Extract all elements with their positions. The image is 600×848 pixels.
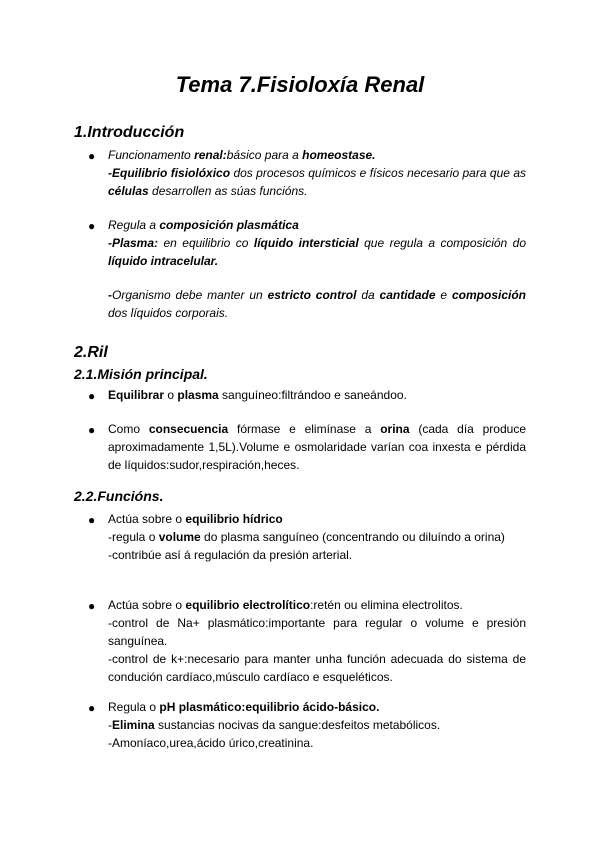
bullet-marker: ● — [88, 219, 96, 233]
paragraph-line: Actúa sobre o equilibrio electrolítico:retén ou elimina electrolitos. — [108, 598, 463, 612]
paragraph-line: -Plasma: en equilibrio co líquido intersticial que regula a composición do líquido intracelular. — [108, 236, 526, 268]
intro-bullet-1 — [108, 146, 526, 200]
bullet-marker: ● — [88, 389, 96, 403]
intro-bullet-2 — [108, 216, 526, 270]
paragraph-line: -contribúe así á regulación da presión arterial. — [108, 548, 353, 562]
funcions-bullet-1 — [108, 510, 526, 564]
bullet-marker: ● — [88, 599, 96, 613]
subsection-heading-funcions: 2.2.Funcións. — [74, 488, 164, 504]
paragraph-line: Actúa sobre o equilibrio hídrico — [108, 512, 283, 526]
section-heading-introduccion: 1.Introducción — [74, 124, 185, 141]
paragraph-line: Funcionamento renal:básico para a homeostase. — [108, 148, 376, 162]
paragraph-line: -Organismo debe manter un estricto control da cantidade e composición dos líquidos corporais. — [108, 288, 526, 320]
bullet-marker: ● — [88, 423, 96, 437]
mision-bullet-1 — [108, 386, 526, 404]
bullet-marker: ● — [88, 701, 96, 715]
subsection-heading-mision: 2.1.Misión principal. — [74, 366, 208, 382]
paragraph-line: -control de Na+ plasmático:importante para regular o volume e presión sanguínea. — [108, 616, 526, 648]
paragraph-line: -regula o volume do plasma sanguíneo (concentrando ou diluíndo a orina) — [108, 530, 505, 544]
funcions-bullet-3 — [108, 698, 526, 752]
funcions-bullet-2 — [108, 596, 526, 686]
bullet-marker: ● — [88, 149, 96, 163]
paragraph-line: Regula o pH plasmático:equilibrio ácido-básico. — [108, 700, 380, 714]
paragraph-line: -Amoníaco,urea,ácido úrico,creatinina. — [108, 736, 314, 750]
section-heading-ril: 2.Ril — [74, 344, 108, 361]
paragraph-line: -Equilibrio fisiolóxico dos procesos químicos e físicos necesario para que as células desarrollen as súas funcións. — [108, 166, 526, 198]
paragraph-line: Como consecuencia fórmase e elimínase a orina (cada día produce aproximadamente 1,5L).Volume e osmolaridade varían coa inxesta e pérdida de líquidos:sudor,respiración,heces. — [108, 422, 526, 472]
paragraph-line: -control de k+:necesario para manter unha función adecuada do sistema de condución cardíaco,músculo cardíaco e esqueléticos. — [108, 652, 526, 684]
paragraph-line: Equilibrar o plasma sanguíneo:filtrándoo e saneándoo. — [108, 388, 407, 402]
paragraph-line: -Elimina sustancias nocivas da sangue:desfeitos metabólicos. — [108, 718, 441, 732]
page-title: Tema 7.Fisioloxía Renal — [175, 72, 425, 97]
intro-paragraph-organismo — [108, 286, 526, 322]
mision-bullet-2 — [108, 420, 526, 474]
bullet-marker: ● — [88, 513, 96, 527]
paragraph-line: Regula a composición plasmática — [108, 218, 299, 232]
